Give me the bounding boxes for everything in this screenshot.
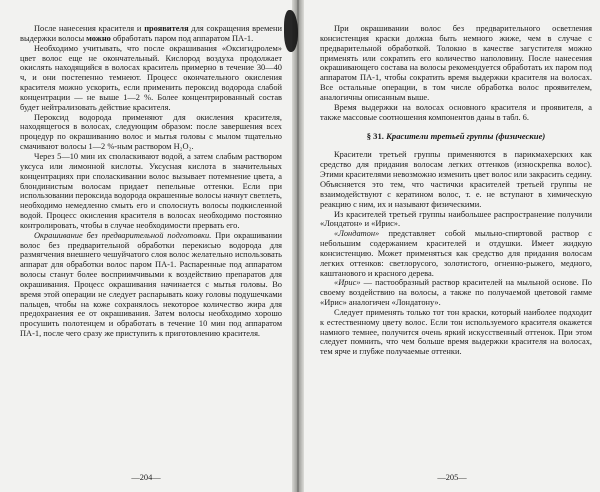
ink-smear-mark <box>284 10 298 52</box>
section-number: § 31. <box>366 131 384 142</box>
paragraph <box>320 278 592 308</box>
bold-term: можно <box>86 33 111 43</box>
right-page <box>304 0 600 492</box>
paragraph: Через 5—10 мин их споласкивают водой, а затем слабым раствором уксуса или лимонной кислоты. Уксусная кислота в значительных концентрациях при споласкивании волос вызывает потемнение цвета, а блондинистым волосам придает пепельные оттенки. Если при использовании пероксида водорода окрашенные волосы начнут светлеть, необходимо немедленно смыть его и сполоснуть волосы подкисленной водой. Процесс окисления красителя в волосах необходимо постоянно контролировать, чтобы в случае необходимости прервать его. <box>20 151 282 230</box>
bold-term: проявителя <box>144 24 189 33</box>
text-run: для сокращения времени выдержки волосы <box>20 24 282 43</box>
paragraph: Следует применять только тот тон краски, который наиболее подходит к естественному цвету волос. Если тон используемого красителя окажется намного темнее, получится очень яркий искусственный оттенок. При этом следует помнить, что чем больше время выдержки красителя на волосах, тем ярче и глубже получаемые оттенки. <box>320 307 592 357</box>
text-run: — пастообразный раствор красителей на мыльной основе. По своему воздействию на волосы, а также по получаемой цветовой гамме «Ирис» аналогичен «Лондатону». <box>320 278 592 308</box>
text-run: После нанесения красителя и <box>34 24 145 33</box>
section-title: Красители третьей группы (физические) <box>386 131 546 142</box>
text-run: обработать паром под аппаратом ПА-1. <box>110 33 254 43</box>
page-number: —204— <box>131 473 161 482</box>
paragraph <box>20 231 282 339</box>
left-page <box>0 0 292 492</box>
italic-term: «Ирис» <box>334 278 361 288</box>
paragraph: Пероксид водорода применяют для окисления красителя, находящегося в волосах, следующим образом: после завершения всех процедур по окрашиванию волос и мытья головы с мылом тщательно смачивают волосы 1—2 %-ным раствором H₂O₂. <box>20 112 282 152</box>
paragraph: Из красителей третьей группы наибольшее распространение получили «Лондатон» и «Ирис». <box>320 209 592 229</box>
italic-subheading: Окрашивание без предварительной подготовки. <box>34 230 212 240</box>
paragraph: Необходимо учитывать, что после окрашивания «Оксигидролем» цвет волос еще не окончательный. Кислород воздуха продолжает окислять находящийся в волосах краситель примерно в течение 30—40 ч, и они постепенно темнеют. Процесс окончательного окисления красителя можно ускорить, если применить пероксид водорода слабой концентрации — не выше 1—2 %. Более концентрированный состав будет нейтрализовать действие красителя. <box>20 43 282 112</box>
paragraph <box>320 229 592 278</box>
page-number: —205— <box>437 473 467 482</box>
book-gutter <box>292 0 304 492</box>
text-run: При окрашивании волос без предварительной обработки перекисью водорода для размягчения внешнего чешуйчатого слоя волос желательно использовать аппарат для обработки волос паром ПА-1. Распаренные под аппаратом волосы станут более восприимчивыми к воздействию препаратов для окрашивания. Процесс окрашивания начинается с мытья головы. Во время этой операции не следует распарывать кожу головы подушечками пальцев, чтобы на коже сохранялось некоторое количество жира для предохранения ее от окрашивания. Затем волосы необходимо хорошо просушить полотенцем и обработать в течение 10 мин под аппаратом ПА-1, после чего сразу же приступить к приготовлению красителя. <box>20 230 282 339</box>
paragraph: Время выдержки на волосах основного красителя и проявителя, а также массовые соотношения компонентов даны в табл. 6. <box>320 102 592 122</box>
text-run: представляет собой мыльно-спиртовой раствор с небольшим содержанием красителей и отдушки. Имеет жидкую консистенцию. Может применяться как средство для придания волосам легких оттенков: светлорусого, золотистого, огненно-рыжего, медного, каштанового и красного дерева. <box>320 229 592 278</box>
italic-term: «Лондатон» <box>334 229 380 239</box>
paragraph: Красители третьей группы применяются в парикмахерских как средство для придания волосам легких оттенков (износкрепка волос). Этими красителями невозможно изменить цвет волос или закрасить седину. Объясняется это тем, что частички красителей третьей группы не взаимодействуют с кератином волос, т. е. не вступают в химическую реакцию с ним, их и называют физическими. <box>320 150 592 209</box>
paragraph: При окрашивании волос без предварительного осветления консистенция краски должна быть немного жиже, чем в случае с предварительной обработкой. Толокно в качестве загустителя можно применять или сократить его количество наполовину. После нанесения окрашивающего состава на волосы рекомендуется обработать их паром под аппаратом ПА-1, чтобы сократить время выдержки красителя на волосах. Все остальные операции, в том числе обработка волос проявителем, аналогичны описанным выше. <box>320 24 592 102</box>
paragraph <box>20 24 282 44</box>
section-heading <box>320 131 592 141</box>
